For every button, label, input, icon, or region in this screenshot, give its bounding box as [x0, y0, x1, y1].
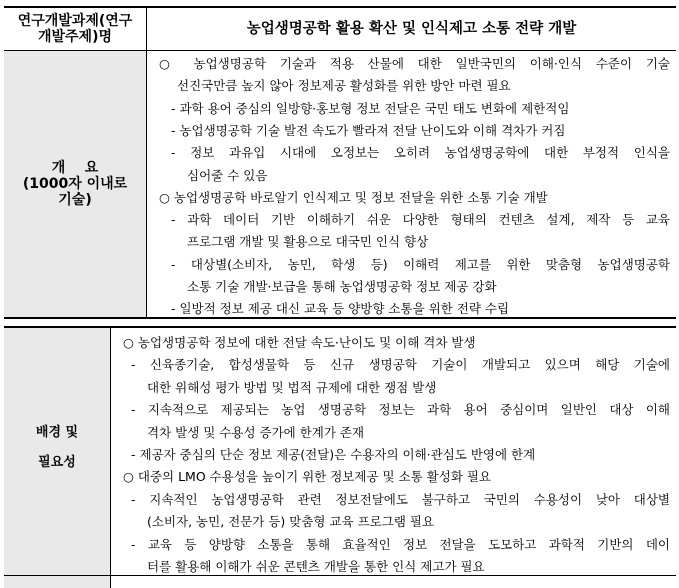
- content-line-bullet: ○ 농업생명공학 정보에 대한 전달 속도·난이도 및 이해 격차 발생: [123, 335, 476, 350]
- content-line-cont2: 심어줄 수 있음: [187, 167, 268, 183]
- background-label-line: 필요성: [38, 455, 76, 470]
- content-line-dash: - 일방적 정보 제공 대신 교육 등 양방향 소통을 위한 전략 수립: [171, 301, 510, 317]
- content-line-dash: - 대상별(소비자, 농민, 학생 등) 이해력 제고를 위한 맞춤형 농업생명공학: [171, 256, 670, 272]
- overview-label-cell: [4, 51, 147, 317]
- header-label-line: 연구개발과제(연구: [17, 13, 133, 29]
- overview-label-line: 기술): [58, 192, 92, 208]
- content-line-cont2: 터를 활용해 이해가 쉬운 콘텐츠 개발을 통한 인식 제고가 필요: [147, 559, 485, 574]
- content-line-cont2: (소비자, 농민, 전문가 등) 맞춤형 교육 프로그램 필요: [147, 514, 435, 530]
- overview-label-line: (1000자 이내로: [22, 176, 128, 192]
- content-line-bullet: ○ 농업생명공학 바로알기 인식제고 및 정보 전달을 위한 소통 기술 개발: [159, 189, 548, 205]
- overview-content: [147, 51, 676, 317]
- background-label-cell: [4, 328, 111, 588]
- content-line-cont2: 프로그램 개발 및 활용으로 대국민 인식 향상: [187, 234, 429, 250]
- background-content: [111, 328, 676, 588]
- content-line-cont2: 소통 기술 개발·보급을 통해 농업생명공학 정보 제공 강화: [187, 279, 497, 294]
- content-line-dash: - 교육 등 양방향 소통을 통해 효율적인 정보 전달을 도모하고 과학적 기반의 데이: [131, 536, 670, 552]
- content-line-dash: - 과학 데이터 기반 이해하기 쉬운 다양한 형태의 컨텐츠 설계, 제작 등 교육: [171, 212, 670, 228]
- content-line-cont2: 대한 위해성 평가 방법 및 법적 규제에 대한 쟁점 발생: [147, 379, 437, 395]
- content-line-dash: - 정보 과유입 시대에 오정보는 오히려 농업생명공학에 대한 부정적 인식을: [171, 145, 670, 161]
- content-line-dash: - 농업생명공학 기술 발전 속도가 빨라져 전달 난이도와 이해 격차가 커짐: [171, 122, 566, 138]
- background-table: [4, 326, 676, 588]
- content-line-bullet: ○ 농업생명공학 기술과 적용 산물에 대한 일반국민의 이해·인식 수준이 기술: [159, 56, 670, 71]
- project-title: 농업생명공학 활용 확산 및 인식제고 소통 전략 개발: [246, 21, 577, 37]
- content-line-dash: - 지속적으로 제공되는 농업 생명공학 정보는 과학 용어 중심이며 일반인 대상 이해: [131, 402, 670, 418]
- content-line-bullet: ○ 대중의 LMO 수용성을 높이기 위한 정보제공 및 소통 활성화 필요: [123, 469, 492, 485]
- content-line-dash: - 지속적인 농업생명공학 관련 정보전달에도 불구하고 국민의 수용성이 낮아 대상별: [131, 491, 670, 507]
- content-line-cont1: 선진국만큼 높지 않아 정보제공 활성화를 위한 방안 마련 필요: [177, 78, 511, 94]
- content-line-cont2: 격차 발생 및 수용성 증가에 한계가 존재: [147, 424, 365, 440]
- header-label-line: 개발주제)명: [37, 29, 113, 45]
- content-line-dash: - 과학 용어 중심의 일방향·홍보형 정보 전달은 국민 태도 변화에 제한적임: [171, 100, 570, 116]
- content-line-dash: - 신육종기술, 합성생물학 등 신규 생명공학 기술이 개발되고 있으며 해당 기술에: [131, 357, 670, 373]
- project-overview-table: [4, 6, 676, 319]
- header-row: [4, 8, 676, 51]
- content-line-dash: - 제공자 중심의 단순 정보 제공(전달)은 수용자의 이해·관심도 반영에 한계: [131, 447, 536, 462]
- overview-label-line: 개 요: [51, 160, 99, 176]
- background-label-line: 배경 및: [35, 425, 79, 440]
